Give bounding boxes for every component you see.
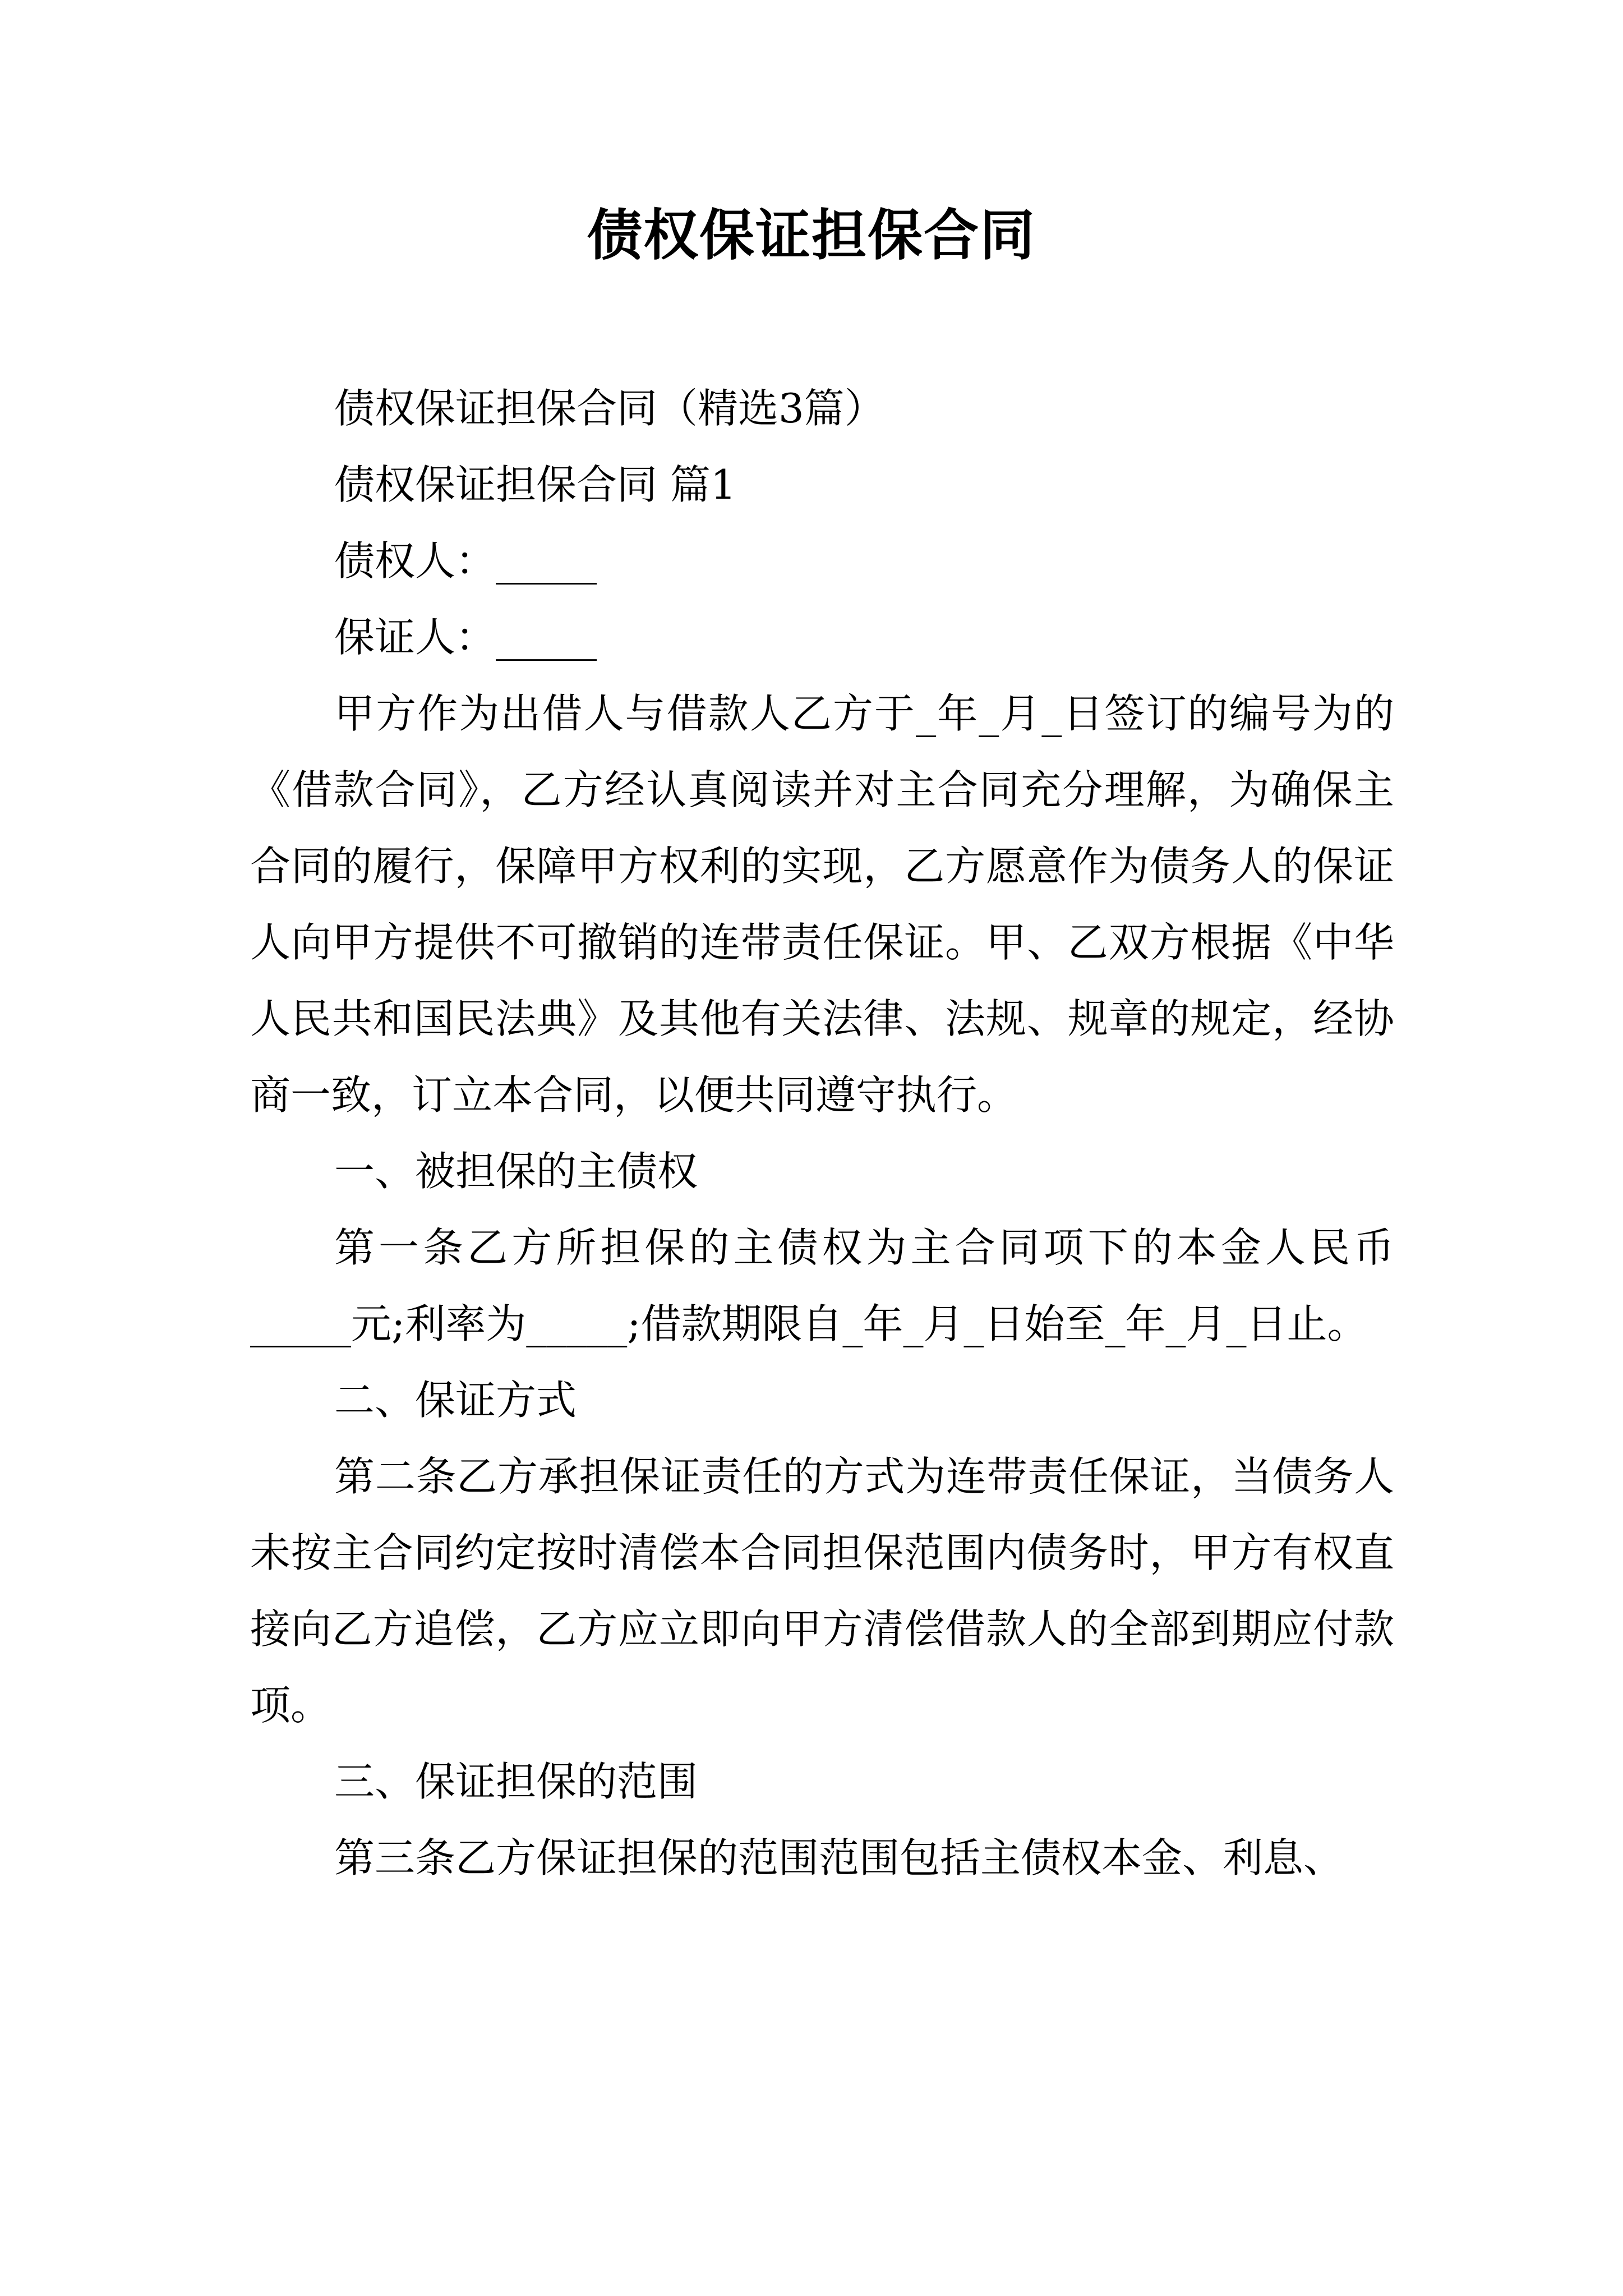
guarantor-line: 保证人：_____ [334,614,597,661]
document-body [250,370,1394,1896]
intro-paragraph: 甲方作为出借人与借款人乙方于_年_月_日签订的编号为的《借款合同》，乙方经认真阅读并对主合同充分理解，为确保主合同的履行，保障甲方权利的实现，乙方愿意作为债务人的保证人向甲方提供不可撤销的连带责任保证。甲、乙双方根据《中华人民共和国民法典》及其他有关法律、法规、规章的规定，经协商一致，订立本合同，以便共同遵守执行。 [250,690,1394,1119]
article-3: 第三条乙方保证担保的范围范围包括主债权本金、利息、 [334,1834,1344,1881]
creditor-line: 债权人：_____ [334,537,597,585]
heading-guarantee-scope: 三、保证担保的范围 [334,1758,698,1805]
section-heading: 债权保证担保合同 篇1 [334,461,736,508]
heading-main-claim: 一、被担保的主债权 [334,1148,698,1195]
article-2: 第二条乙方承担保证责任的方式为连带责任保证，当债务人未按主合同约定按时清偿本合同担保范围内债务时，甲方有权直接向乙方追偿，乙方应立即向甲方清偿借款人的全部到期应付款项。 [250,1453,1394,1729]
heading-guarantee-method: 二、保证方式 [334,1377,577,1424]
document-title: 债权保证担保合同 [587,203,1036,268]
article-1: 第一条乙方所担保的主债权为主合同项下的本金人民币_____元;利率为_____;借款期限自_年_月_日始至_年_月_日止。 [250,1224,1394,1347]
subtitle-paragraph: 债权保证担保合同（精选3篇） [334,385,885,432]
